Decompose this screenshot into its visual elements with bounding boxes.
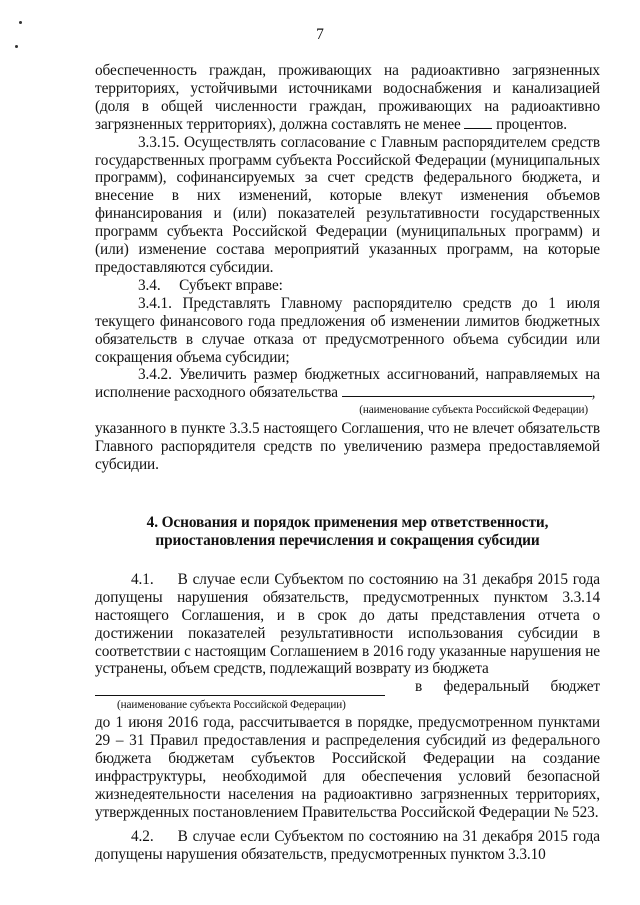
budget-fill-line: в федеральный бюджет	[95, 678, 600, 696]
budget-name-blank	[95, 682, 385, 696]
subject-name-blank	[342, 384, 592, 397]
paragraph-3-4-1: 3.4.1. Представлять Главному распорядителю средств до 1 июля текущего финансового года предложения об изменении лимитов бюджетных обязательств в случае отказа от предусмотренного объема субсидии или сокращения объема субсидии;	[95, 294, 600, 366]
paragraph-3-4-2-end: указанного в пункте 3.3.5 настоящего Соглашения, что не влечет обязательств Главного распорядителя средств по увеличению размера предоставляемой субсидии.	[95, 420, 600, 474]
paragraph-4-1-start: 4.1. В случае если Субъектом по состоянию на 31 декабря 2015 года допущены нарушения обязательств, предусмотренных пунктом 3.3.14 настоящего Соглашения, и в срок до даты представления отчета о достижении показателей результативности использования субсидии в соответствии с настоящим Соглашением в 2016 году указанные нарушения не устранены, объем средств, подлежащий возврату из бюджета	[95, 570, 600, 678]
paragraph-infrastructure-share: обеспеченность граждан, проживающих на радиоактивно загрязненных территориях, устойчивыми источниками водоснабжения и канализацией (доля в общей численности граждан, проживающих на радиоактивно загрязненных территориях), должна составлять не менее процентов.	[95, 62, 600, 133]
percent-blank	[464, 116, 492, 129]
paragraph-4-2: 4.2. В случае если Субъектом по состоянию на 31 декабря 2015 года допущены нарушения обязательств, предусмотренных пунктом 3.3.10	[95, 827, 600, 863]
scan-speck	[19, 21, 22, 24]
document-body	[95, 62, 600, 864]
budget-name-caption: (наименование субъекта Российской Федерации)	[117, 699, 346, 712]
page-number: 7	[316, 26, 324, 43]
scan-speck	[15, 45, 18, 48]
paragraph-3-4-2-start: 3.4.2. Увеличить размер бюджетных ассигнований, направляемых на исполнение расходного обязательства ,	[95, 366, 600, 402]
paragraph-3-3-15: 3.3.15. Осуществлять согласование с Главным распорядителем средств государственных программ субъекта Российской Федерации (муниципальных программ), софинансируемых за счет средств федерального бюджета, и внесение в них изменений, которые влекут изменения объемов финансирования и (или) показателей результативности государственных программ субъекта Российской Федерации (муниципальных программ) и (или) изменение состава мероприятий указанных программ, на которые предоставляются субсидии.	[95, 133, 600, 276]
paragraph-3-4: 3.4. Субъект вправе:	[138, 276, 283, 294]
subject-name-caption: (наименование субъекта Российской Федерации)	[359, 404, 588, 417]
section-heading: 4. Основания и порядок применения мер ответственности, приостановления перечисления и сокращения субсидии	[146, 513, 549, 550]
paragraph-4-1-end: до 1 июня 2016 года, рассчитывается в порядке, предусмотренном пунктами 29 – 31 Правил предоставления и распределения субсидий из федерального бюджета бюджетам субъектов Российской Федерации на создание инфраструктуры, необходимой для обеспечения условий безопасной жизнедеятельности населения на радиоактивно загрязненных территориях, утвержденных постановлением Правительства Российской Федерации № 523.	[95, 714, 600, 821]
